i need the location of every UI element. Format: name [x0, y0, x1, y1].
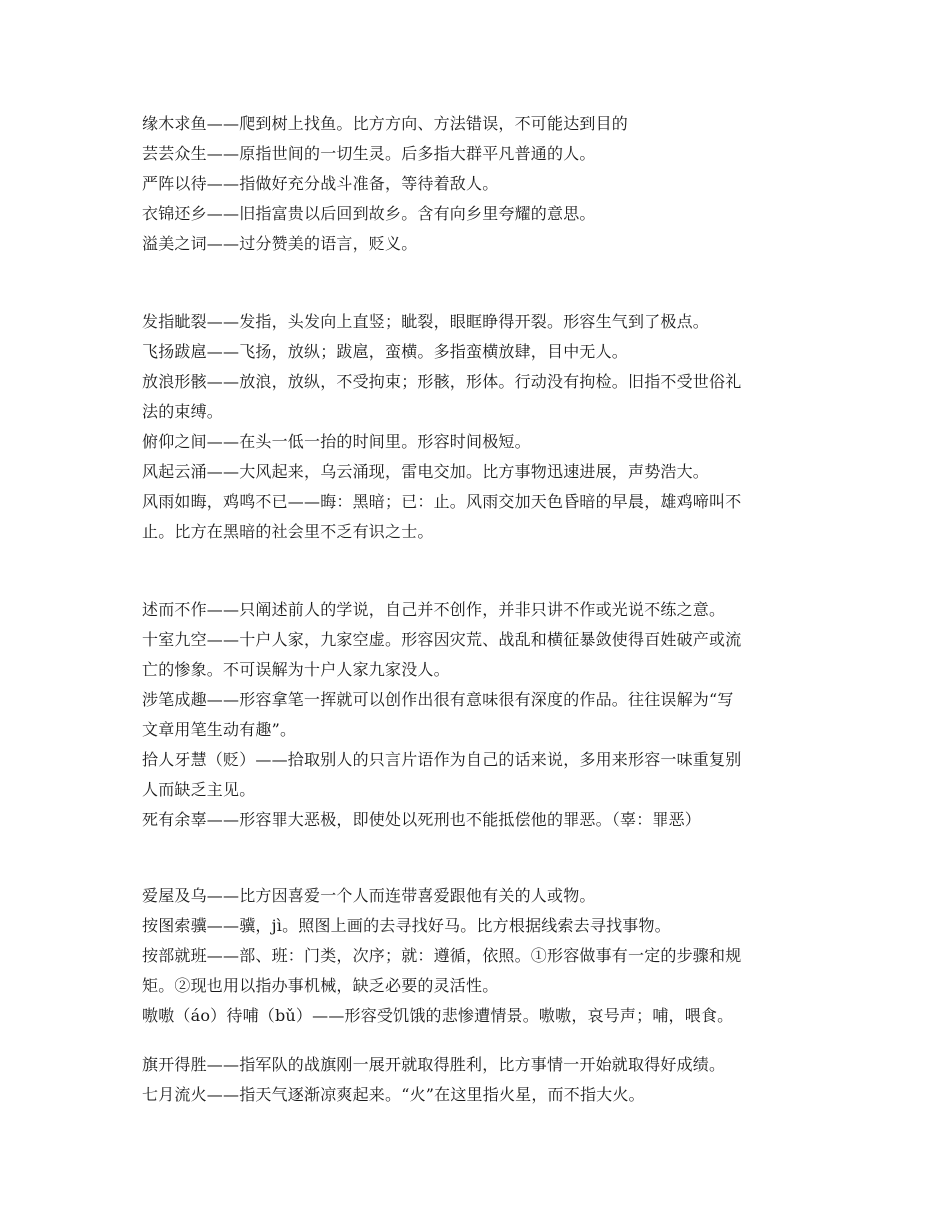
- text-line: 止。比方在黑暗的社会里不乏有识之士。: [142, 522, 434, 541]
- text-line: 涉笔成趣——形容拿笔一挥就可以创作出很有意味很有深度的作品。往往误解为“写: [142, 690, 734, 709]
- text-line: 矩。②现也用以指办事机械，缺乏必要的灵活性。: [142, 976, 499, 995]
- text-line: 发指眦裂——发指，头发向上直竖；眦裂，眼眶睁得开裂。形容生气到了极点。: [142, 312, 710, 331]
- text-line: 拾人牙慧（贬）——拾取别人的只言片语作为自己的话来说，多用来形容一味重复别: [142, 750, 742, 769]
- text-line: 文章用笔生动有趣”。: [142, 720, 297, 739]
- text-line: 述而不作——只阐述前人的学说，自己并不创作，并非只讲不作或光说不练之意。: [142, 600, 726, 619]
- text-line: 风雨如晦，鸡鸣不已——晦：黑暗；已：止。风雨交加天色昏暗的早晨，雄鸡啼叫不: [142, 492, 742, 511]
- text-line: 严阵以待——指做好充分战斗准备，等待着敌人。: [142, 174, 499, 193]
- text-line: 按图索骥——骥，jì。照图上画的去寻找好马。比方根据线索去寻找事物。: [142, 916, 671, 935]
- text-line: 衣锦还乡——旧指富贵以后回到故乡。含有向乡里夸耀的意思。: [142, 204, 596, 223]
- text-line: 放浪形骸——放浪，放纵，不受拘束；形骸，形体。行动没有拘检。旧指不受世俗礼: [142, 372, 742, 391]
- text-line: 风起云涌——大风起来，乌云涌现，雷电交加。比方事物迅速进展，声势浩大。: [142, 462, 710, 481]
- text-line: 缘木求鱼——爬到树上找鱼。比方方向、方法错误，不可能达到目的: [142, 114, 629, 133]
- text-line: 芸芸众生——原指世间的一切生灵。后多指大群平凡普通的人。: [142, 144, 596, 163]
- text-line: 俯仰之间——在头一低一抬的时间里。形容时间极短。: [142, 432, 531, 451]
- text-line: 死有余辜——形容罪大恶极，即使处以死刑也不能抵偿他的罪恶。（辜：罪恶）: [142, 810, 702, 829]
- text-line: 亡的惨象。不可误解为十户人家九家没人。: [142, 660, 450, 679]
- text-line: 按部就班——部、班：门类，次序；就：遵循，依照。①形容做事有一定的步骤和规: [142, 946, 742, 965]
- text-line: 七月流火——指天气逐渐凉爽起来。“火”在这里指火星，而不指大火。: [142, 1085, 645, 1104]
- text-line: 人而缺乏主见。: [142, 780, 256, 799]
- text-line: 旗开得胜——指军队的战旗刚一展开就取得胜利，比方事情一开始就取得好成绩。: [142, 1055, 726, 1074]
- text-line: 溢美之词——过分赞美的语言，贬义。: [142, 234, 418, 253]
- text-line: 飞扬跋扈——飞扬，放纵；跋扈，蛮横。多指蛮横放肆，目中无人。: [142, 342, 629, 361]
- text-line: 嗷嗷（áo）待哺（bǔ）——形容受饥饿的悲惨遭情景。嗷嗷，哀号声；哺，喂食。: [142, 1006, 734, 1025]
- text-line: 爱屋及乌——比方因喜爱一个人而连带喜爱跟他有关的人或物。: [142, 886, 596, 905]
- text-line: 法的束缚。: [142, 402, 224, 421]
- text-line: 十室九空——十户人家，九家空虚。形容因灾荒、战乱和横征暴敛使得百姓破产或流: [142, 630, 742, 649]
